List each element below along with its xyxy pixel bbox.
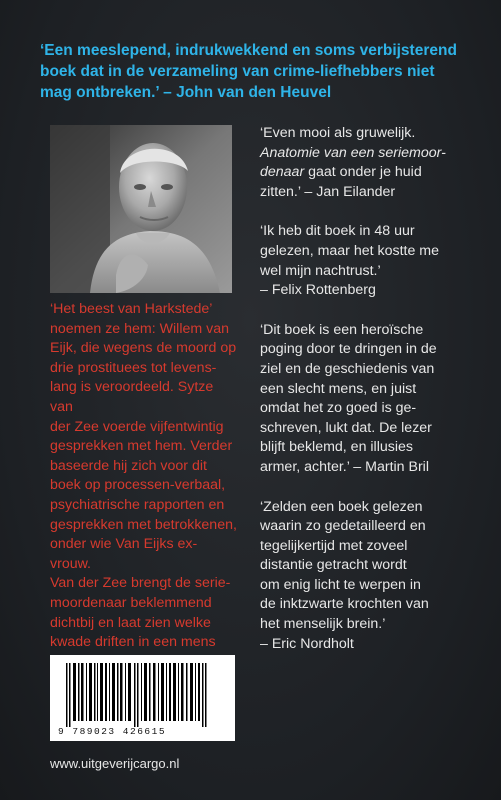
headline-quote: ‘Een meeslepend, indrukwekkend en soms verbijsterend boek dat in de verzameling van crime-liefhebbers niet mag ontbreken.’ – John van den Heuvel bbox=[40, 42, 457, 101]
review-quote-eric-nordholt: ‘Zelden een boek gelezen waarin zo gedetailleerd en tegelijkertijd met zoveel distantie getracht wordt om enig licht te werpen in de inktzwarte krochten van het menselijk brein.’ – Eric Nordholt bbox=[260, 498, 429, 652]
author-portrait bbox=[50, 125, 232, 293]
review-quotes bbox=[260, 124, 470, 674]
quote-text: ‘Even mooi als gruwelijk. bbox=[260, 125, 416, 141]
author-photo bbox=[50, 125, 232, 293]
book-description: ‘Het beest van Harkstede’ noemen ze hem: Willem van Eijk, die wegens de moord op drie prostituees tot levens- lang is veroordeeld. Sytze van der Zee voerde vijfentwintig gesprekken met hem. Verder baseerde hij zich voor dit boek op processen-verbaal, psychiatrische rapporten en gesprekken met betrokkenen, onder wie Van Eijks ex-vrouw. Van der Zee brengt de serie- moordenaar beklemmend dichtbij en laat zien welke kwade driften in een mens bbox=[50, 301, 237, 651]
book-title-italic: Anatomie van een seriemoor- denaar bbox=[260, 144, 446, 181]
review-quote-jan-eilander bbox=[260, 124, 470, 202]
barcode-number: 9 789023 426615 bbox=[58, 726, 167, 737]
review-quote-felix-rottenberg: ‘Ik heb dit boek in 48 uur gelezen, maar het kostte me wel mijn nachtrust.’ – Felix Rottenberg bbox=[260, 223, 440, 299]
publisher-website[interactable]: www.uitgeverijcargo.nl bbox=[50, 756, 180, 771]
quote-text: gaat onder je huid zitten.’ – Jan Eilander bbox=[260, 164, 422, 200]
isbn-barcode bbox=[50, 655, 235, 741]
review-quote-martin-bril: ‘Dit boek is een heroïsche poging door te dringen in de ziel en de geschiedenis van een slecht mens, en juist omdat het zo goed is ge- schreven, lukt dat. De lezer blijft beklemd, en illusies armer, achter.’ – Martin Bril bbox=[260, 321, 437, 475]
